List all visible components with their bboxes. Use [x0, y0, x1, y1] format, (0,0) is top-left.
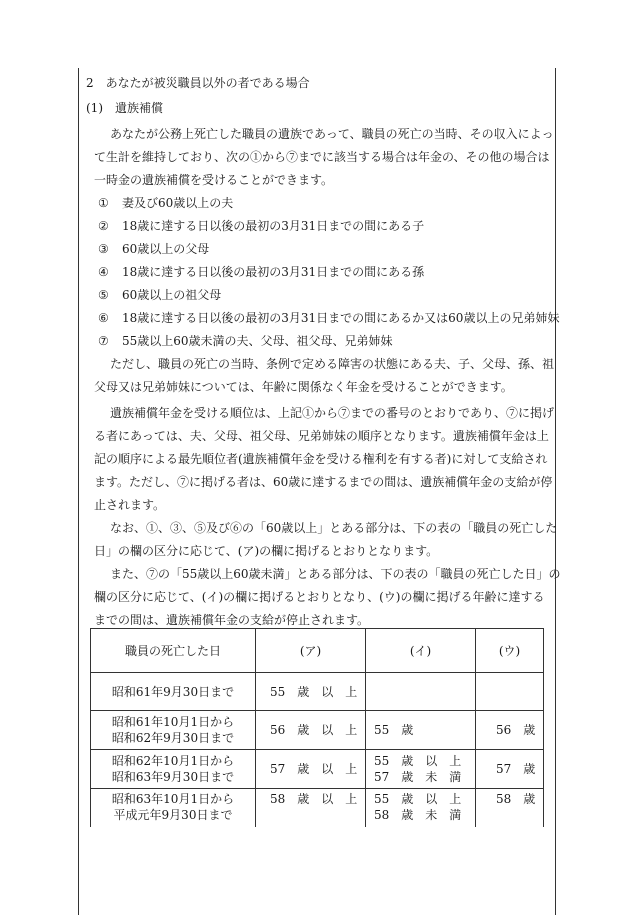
date-text: 昭和61年9月30日まで [111, 684, 235, 699]
paragraph-line: ます。ただし、⑦に掲げる者は、60歳に達するまでの間は、遺族補償年金の支給が停 [94, 475, 553, 489]
paragraph-line: る者にあっては、夫、父母、祖父母、兄弟姉妹の順序となります。遺族補償年金は上 [94, 429, 549, 443]
age-b-cell [366, 673, 476, 711]
date-text: 昭和62年9月30日まで [111, 731, 235, 745]
age-c-cell: 57 歳 [476, 750, 544, 789]
paragraph-line: 一時金の遺族補償を受けることができます。 [94, 173, 334, 187]
table-header-cell: (ア) [256, 629, 366, 673]
paragraph-line: 欄の区分に応じて、(イ)の欄に掲げるとおりとなり、(ウ)の欄に掲げる年齢に達する [94, 590, 545, 604]
paragraph-line: あなたが公務上死亡した職員の遺族であって、職員の死亡の当時、その収入によっ [110, 127, 554, 141]
age-a-cell: 58 歳 以 上 [256, 789, 366, 828]
list-item-number: ⑦ [98, 334, 109, 348]
date-text: 昭和62年10月1日から [111, 754, 235, 768]
list-item-text: 55歳以上60歳未満の夫、父母、祖父母、兄弟姉妹 [122, 334, 393, 348]
table-row [91, 673, 544, 711]
date-text: 平成元年9月30日まで [113, 808, 233, 822]
list-item-text: 18歳に達する日以後の最初の3月31日までの間にある子 [122, 219, 425, 233]
table-header-cell: (ウ) [476, 629, 544, 673]
list-item-number: ④ [98, 265, 109, 279]
paragraph-line: 父母又は兄弟姉妹については、年齢に関係なく年金を受けることができます。 [94, 380, 513, 394]
date-cell [91, 673, 256, 711]
age-b-text: 55 歳 以 上 [374, 792, 462, 806]
date-cell [91, 750, 256, 789]
age-c-cell [476, 673, 544, 711]
paragraph-line: また、⑦の「55歳以上60歳未満」とある部分は、下の表の「職員の死亡した日」の [110, 567, 561, 581]
paragraph-line: 止されます。 [94, 498, 166, 512]
age-b-cell [366, 789, 476, 828]
list-item [98, 333, 393, 349]
age-b-cell [366, 750, 476, 789]
age-c-cell: 58 歳 [476, 789, 544, 828]
table-header-row [91, 629, 544, 673]
paragraph-line: 記の順序による最先順位者(遺族補償年金を受ける権利を有する者)に対して支給され [94, 452, 548, 466]
paragraph-line: までの間は、遺族補償年金の支給が停止されます。 [94, 613, 370, 627]
age-b-text: 55 歳 [374, 723, 414, 737]
section-heading: 2 あなたが被災職員以外の者である場合 [86, 76, 310, 90]
list-item-text: 60歳以上の祖父母 [122, 288, 222, 302]
list-item-text: 18歳に達する日以後の最初の3月31日までの間にあるか又は60歳以上の兄弟姉妹 [122, 311, 560, 325]
list-item-number: ② [98, 219, 109, 233]
date-cell [91, 789, 256, 828]
date-text: 昭和61年10月1日から [111, 715, 235, 729]
table-row [91, 789, 544, 828]
list-item-number: ⑥ [98, 311, 109, 325]
list-item-number: ⑤ [98, 288, 109, 302]
age-table [90, 628, 544, 827]
list-item [98, 241, 209, 257]
table-header-cell: (イ) [366, 629, 476, 673]
table-row [91, 711, 544, 750]
age-a-cell: 57 歳 以 上 [256, 750, 366, 789]
list-item-text: 妻及び60歳以上の夫 [122, 196, 234, 210]
date-text: 昭和63年10月1日から [111, 792, 235, 806]
paragraph-line: 遺族補償年金を受ける順位は、上記①から⑦までの番号のとおりであり、⑦に掲げ [110, 406, 555, 420]
list-item-text: 18歳に達する日以後の最初の3月31日までの間にある孫 [122, 265, 425, 279]
age-b-text: 57 歳 未 満 [374, 770, 462, 784]
list-item-text: 60歳以上の父母 [122, 242, 210, 256]
table-header-cell: 職員の死亡した日 [91, 629, 256, 673]
date-cell [91, 711, 256, 750]
age-a-cell: 55 歳 以 上 [256, 673, 366, 711]
list-item-number: ① [98, 196, 109, 210]
age-a-cell: 56 歳 以 上 [256, 711, 366, 750]
paragraph-line: ただし、職員の死亡の当時、条例で定める障害の状態にある夫、子、父母、孫、祖 [110, 357, 555, 371]
list-item [98, 287, 221, 303]
paragraph-line: なお、①、③、⑤及び⑥の「60歳以上」とある部分は、下の表の「職員の死亡した [110, 521, 558, 535]
age-c-cell: 56 歳 [476, 711, 544, 750]
list-item [98, 195, 233, 211]
subsection-heading: (1) 遺族補償 [86, 101, 163, 115]
date-text: 昭和63年9月30日まで [111, 770, 235, 784]
table-row [91, 750, 544, 789]
list-item-number: ③ [98, 242, 109, 256]
list-item [98, 310, 559, 326]
list-item [98, 218, 424, 234]
frame-right-border [555, 68, 556, 915]
list-item [98, 264, 424, 280]
paragraph-line: て生計を維持しており、次の①から⑦までに該当する場合は年金の、その他の場合は [94, 150, 550, 164]
frame-left-border [78, 68, 79, 915]
age-b-cell [366, 711, 476, 750]
age-b-text: 58 歳 未 満 [374, 808, 462, 822]
paragraph-line: 日」の欄の区分に応じて、(ア)の欄に掲げるとおりとなります。 [94, 544, 439, 558]
age-b-text: 55 歳 以 上 [374, 754, 462, 768]
